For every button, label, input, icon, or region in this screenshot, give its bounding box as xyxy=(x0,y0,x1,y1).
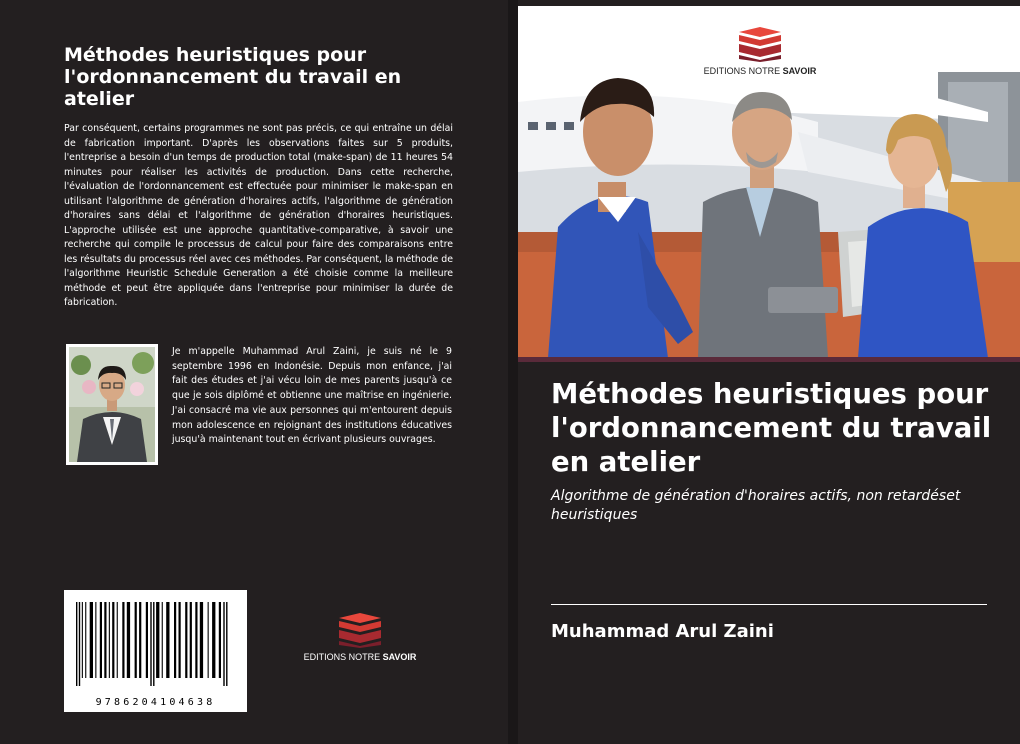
book-spine xyxy=(508,0,518,744)
back-cover-title: Méthodes heuristiques pour l'ordonnancement du travail en atelier xyxy=(64,44,402,110)
barcode-bar xyxy=(135,602,137,678)
front-cover-author: Muhammad Arul Zaini xyxy=(551,621,774,642)
isbn-digits: 9786204104638 xyxy=(95,697,216,708)
barcode-bar xyxy=(200,602,203,678)
photo-accent-band xyxy=(518,357,1020,362)
barcode-bar xyxy=(95,602,96,678)
front-cover-subtitle: Algorithme de génération d'horaires actifs, non retardéset heuristiques xyxy=(551,488,961,523)
back-cover-blurb: Par conséquent, certains programmes ne sont pas précis, ce qui entraîne un délai de fabrication important. D'après les observations faites sur 5 produits, l'entreprise a besoin d'un temps de production total (make-span) de 11 heures 54 minutes pour réaliser les activités de production. Dans cette recherche, l'évaluation de l'ordonnancement est effectuée pour minimiser le make-span en utilisant l'algorithme de génération d'horaires actifs, l'algorithme de génération d'horaires sans délai et l'algorithme de génération d'horaires heuristiques. L'approche utilisée est une approche quantitative-comparative, à savoir une recherche qui compile le processus de calcul pour faire des comparaisons entre les résultats du processus réel avec ces méthodes. Par conséquent, la méthode de l'algorithme Heuristic Schedule Generation a été choisie comme la meilleure méthode et peut être appliquée dans l'entreprise pour minimiser la durée de fabrication. xyxy=(64,123,453,308)
barcode-bar xyxy=(166,602,169,678)
barcode-bar xyxy=(223,602,224,686)
barcode-bar xyxy=(208,602,209,678)
barcode-bar xyxy=(179,602,181,678)
barcode-bar xyxy=(190,602,192,678)
barcode-bar xyxy=(219,602,221,678)
publisher-name-bold: SAVOIR xyxy=(782,66,817,76)
book-stack-icon xyxy=(735,26,785,62)
front-publisher-logo xyxy=(700,26,820,76)
cover-photo-hangar-workers xyxy=(518,62,1020,358)
publisher-name-regular: EDITIONS NOTRE xyxy=(703,66,783,76)
barcode-bar xyxy=(174,602,176,678)
back-publisher-logo xyxy=(300,612,420,662)
barcode-bar xyxy=(85,602,86,678)
barcode-bar xyxy=(122,602,124,678)
barcode-bar xyxy=(226,602,227,686)
barcode-bar xyxy=(156,602,159,678)
barcode-bar xyxy=(185,602,187,678)
barcode-bar xyxy=(127,602,130,678)
barcode-bar xyxy=(79,602,80,686)
front-cover-title: Méthodes heuristiques pour l'ordonnancement du travail en atelier xyxy=(551,378,992,478)
barcode-bar xyxy=(150,602,151,686)
barcode-bar xyxy=(212,602,215,678)
isbn-barcode xyxy=(64,590,247,712)
barcode-bars xyxy=(64,590,247,690)
barcode-bar xyxy=(100,602,102,678)
publisher-name-regular: EDITIONS NOTRE xyxy=(303,652,383,662)
barcode-bar xyxy=(104,602,106,678)
barcode-bar xyxy=(139,602,141,678)
title-divider xyxy=(551,604,987,605)
book-stack-icon xyxy=(335,612,385,648)
barcode-bar xyxy=(76,602,77,686)
author-bio: Je m'appelle Muhammad Arul Zaini, je suis né le 9 septembre 1996 en Indonésie. Depuis mon enfance, j'ai fait des études et j'ai vécu loin de mes parents jusqu'à ce que je sois diplômé et obtienne une maîtrise en ingénierie. J'ai consacré ma vie aux personnes qui m'entourent depuis mon adolescence en rejoignant des institutions éducatives jusqu'à maintenant tout en écrivant plusieurs ouvrages. xyxy=(172,346,452,446)
barcode-bar xyxy=(90,602,93,678)
barcode-bar xyxy=(112,602,114,678)
author-portrait-image xyxy=(69,347,155,462)
barcode-bar xyxy=(117,602,118,678)
barcode-bar xyxy=(162,602,163,678)
publisher-name-bold: SAVOIR xyxy=(382,652,417,662)
barcode-bar xyxy=(109,602,110,678)
barcode-bar xyxy=(195,602,197,678)
barcode-bar xyxy=(82,602,83,678)
barcode-bar xyxy=(153,602,154,686)
barcode-bar xyxy=(146,602,148,678)
author-photo xyxy=(66,344,158,465)
